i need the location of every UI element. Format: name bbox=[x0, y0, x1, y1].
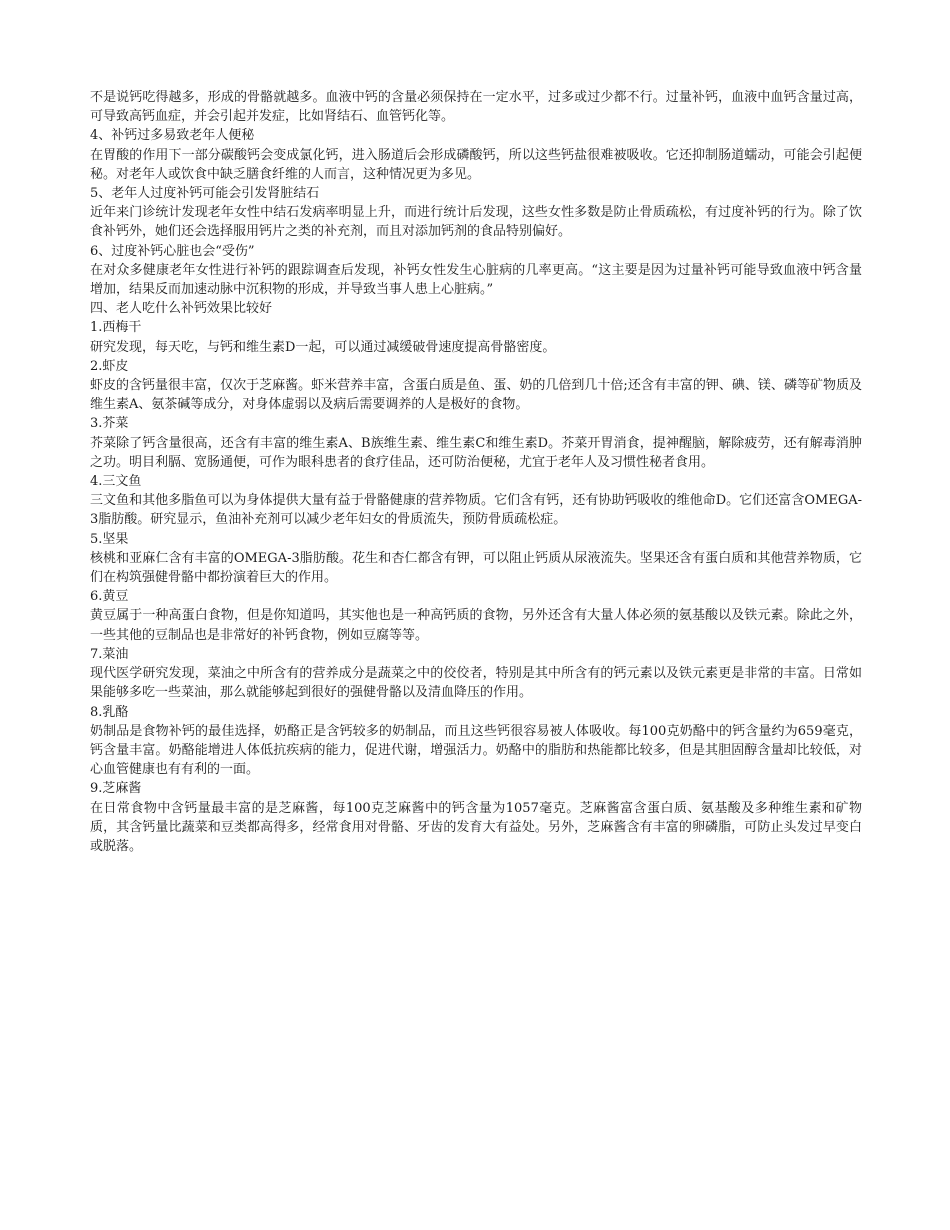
food-heading: 7.菜油 bbox=[90, 646, 129, 662]
food-heading: 8.乳酪 bbox=[90, 704, 129, 720]
paragraph: 黄豆属于一种高蛋白食物，但是你知道吗，其实他也是一种高钙质的食物，另外还含有大量人体必须的氨基酸以及铁元素。除此之外，一些其他的豆制品也是非常好的补钙食物，例如豆腐等等。 bbox=[90, 608, 862, 643]
paragraph: 在对众多健康老年女性进行补钙的跟踪调查后发现，补钙女性发生心脏病的几率更高。“这主要是因为过量补钙可能导致血液中钙含量增加，结果反而加速动脉中沉积物的形成，并导致当事人患上心脏病。” bbox=[90, 262, 862, 298]
food-heading: 2.虾皮 bbox=[90, 358, 129, 374]
paragraph: 不是说钙吃得越多，形成的骨骼就越多。血液中钙的含量必须保持在一定水平，过多或过少都不行。过量补钙，血液中血钙含量过高，可导致高钙血症，并会引起并发症，比如肾结石、血管钙化等。 bbox=[90, 90, 862, 125]
paragraph: 近年来门诊统计发现老年女性中结石发病率明显上升，而进行统计后发现，这些女性多数是防止骨质疏松，有过度补钙的行为。除了饮食补钙外，她们还会选择服用钙片之类的补充剂，而且对添加钙剂的食品特别偏好。 bbox=[90, 205, 862, 240]
food-heading: 9.芝麻酱 bbox=[90, 781, 142, 797]
paragraph: 奶制品是食物补钙的最佳选择，奶酪正是含钙较多的奶制品，而且这些钙很容易被人体吸收。每100克奶酪中的钙含量约为659毫克，钙含量丰富。奶酪能增进人体低抗疾病的能力，促进代谢，增强活力。奶酪中的脂肪和热能都比较多，但是其胆固醇含量却比较低，对心血管健康也有有利的一面。 bbox=[90, 723, 862, 778]
section-heading: 4、补钙过多易致老年人便秘 bbox=[90, 128, 255, 144]
section-heading: 四、老人吃什么补钙效果比较好 bbox=[90, 301, 273, 317]
paragraph: 芥菜除了钙含量很高，还含有丰富的维生素A、B族维生素、维生素C和维生素D。芥菜开胃消食，提神醒脑，解除疲劳，还有解毒消肿之功。明目利膈、宽肠通便，可作为眼科患者的食疗佳品，还可防治便秘，尤宜于老年人及习惯性秘者食用。 bbox=[90, 435, 862, 470]
paragraph: 在日常食物中含钙量最丰富的是芝麻酱，每100克芝麻酱中的钙含量为1057毫克。芝麻酱富含蛋白质、氨基酸及多种维生素和矿物质，其含钙量比蔬菜和豆类都高得多，经常食用对骨骼、牙齿的发育大有益处。另外，芝麻酱含有丰富的卵磷脂，可防止头发过早变白或脱落。 bbox=[90, 800, 862, 854]
paragraph: 在胃酸的作用下一部分碳酸钙会变成氯化钙，进入肠道后会形成磷酸钙，所以这些钙盐很难被吸收。它还抑制肠道蠕动，可能会引起便秘。对老年人或饮食中缺乏膳食纤维的人而言，这种情况更为多见。 bbox=[90, 147, 862, 182]
food-heading: 6.黄豆 bbox=[90, 589, 129, 605]
paragraph: 研究发现，每天吃，与钙和维生素D一起，可以通过减缓破骨速度提高骨骼密度。 bbox=[90, 339, 556, 355]
paragraph: 核桃和亚麻仁含有丰富的OMEGA-3脂肪酸。花生和杏仁都含有钾，可以阻止钙质从尿液流失。坚果还含有蛋白质和其他营养物质，它们在构筑强健骨骼中都扮演着巨大的作用。 bbox=[90, 550, 862, 586]
food-heading: 1.西梅干 bbox=[90, 320, 142, 336]
food-heading: 3.芥菜 bbox=[90, 416, 129, 432]
paragraph: 现代医学研究发现，菜油之中所含有的营养成分是蔬菜之中的佼佼者，特别是其中所含有的钙元素以及铁元素更是非常的丰富。日常如果能够多吃一些菜油，那么就能够起到很好的强健骨骼以及清血降压的作用。 bbox=[90, 666, 862, 701]
section-heading: 6、过度补钙心脏也会“受伤” bbox=[90, 243, 255, 259]
food-heading: 4.三文鱼 bbox=[90, 474, 142, 490]
document-body bbox=[90, 88, 862, 856]
paragraph: 虾皮的含钙量很丰富，仅次于芝麻酱。虾米营养丰富，含蛋白质是鱼、蛋、奶的几倍到几十倍;还含有丰富的钾、碘、镁、磷等矿物质及维生素A、氨茶碱等成分，对身体虚弱以及病后需要调养的人是极好的食物。 bbox=[90, 378, 862, 413]
paragraph: 三文鱼和其他多脂鱼可以为身体提供大量有益于骨骼健康的营养物质。它们含有钙，还有协助钙吸收的维他命D。它们还富含OMEGA-3脂肪酸。研究显示，鱼油补充剂可以减少老年妇女的骨质流失，预防骨质疏松症。 bbox=[90, 493, 862, 528]
food-heading: 5.坚果 bbox=[90, 531, 129, 547]
section-heading: 5、老年人过度补钙可能会引发肾脏结石 bbox=[90, 186, 320, 202]
